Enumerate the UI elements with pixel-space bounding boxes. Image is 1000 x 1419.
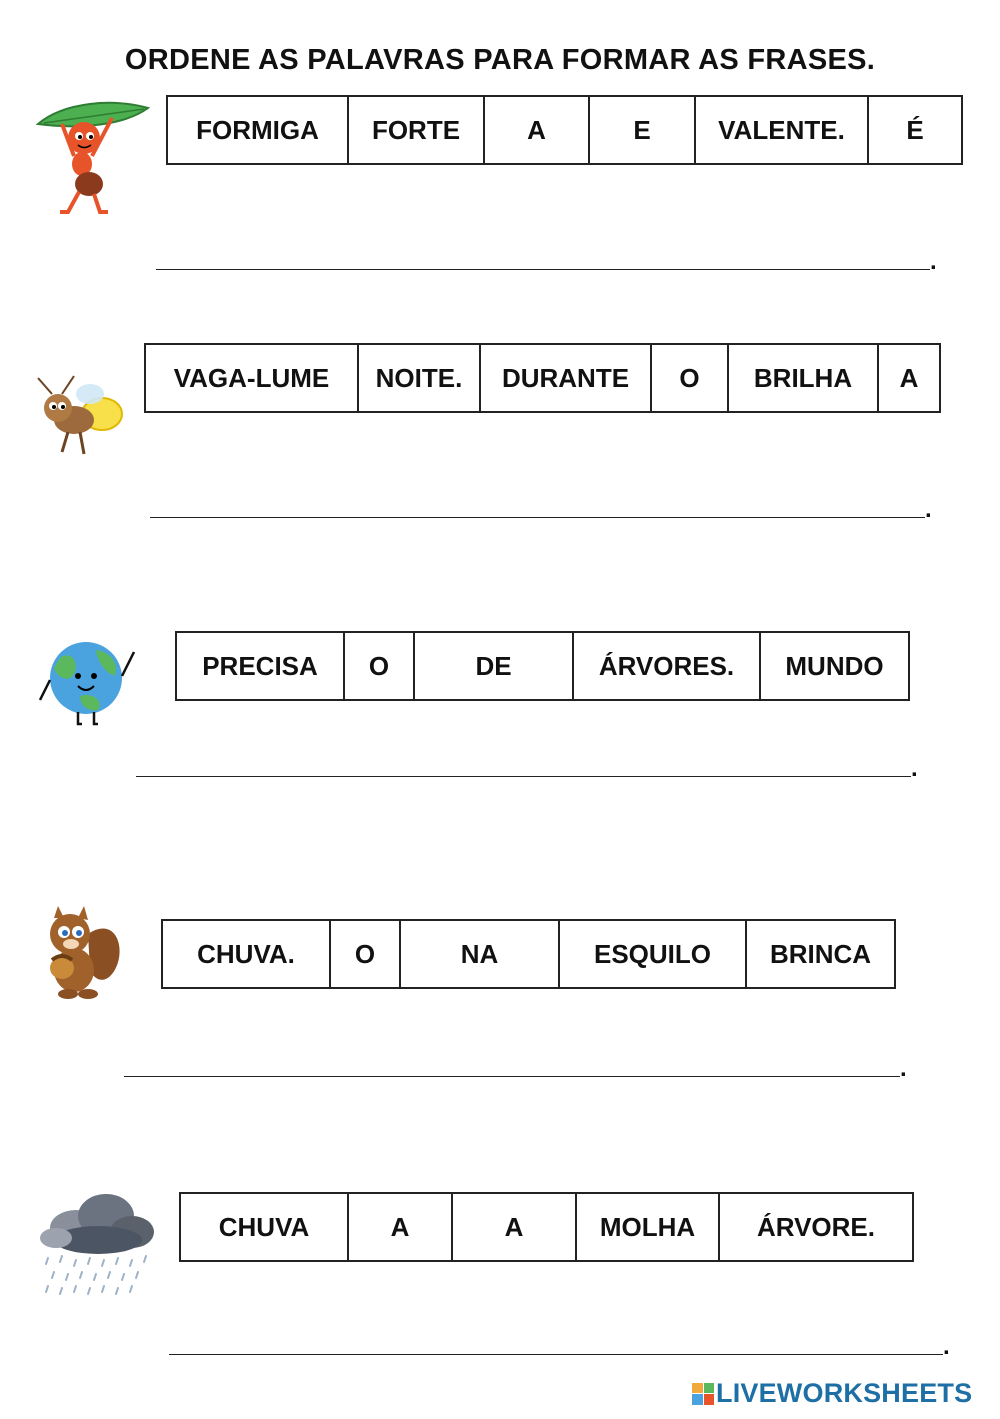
word-tile[interactable]: ÁRVORE. [720, 1194, 912, 1260]
answer-input-5[interactable] [169, 1319, 943, 1355]
brand-name: LIVEWORKSHEETS [716, 1378, 973, 1408]
word-tile[interactable]: FORMIGA [168, 97, 349, 163]
answer-input-3[interactable] [136, 741, 911, 777]
liveworksheets-logo [692, 1378, 972, 1409]
word-tile[interactable]: O [345, 633, 415, 699]
word-tile[interactable]: PRECISA [177, 633, 345, 699]
word-tile[interactable]: BRINCA [747, 921, 894, 987]
answer-input-1[interactable] [156, 234, 930, 270]
earth-icon [36, 636, 140, 728]
end-mark: . [930, 248, 937, 275]
word-tile[interactable]: É [869, 97, 961, 163]
word-tile[interactable]: NA [401, 921, 560, 987]
word-tile[interactable]: E [590, 97, 696, 163]
end-mark: . [925, 496, 932, 523]
word-tile[interactable]: A [485, 97, 590, 163]
word-tile[interactable]: VALENTE. [696, 97, 869, 163]
word-tile[interactable]: ÁRVORES. [574, 633, 761, 699]
rain-cloud-icon [36, 1188, 158, 1298]
word-tile[interactable]: MOLHA [577, 1194, 720, 1260]
page-title: ORDENE AS PALAVRAS PARA FORMAR AS FRASES. [124, 44, 876, 76]
answer-input-2[interactable] [150, 482, 925, 518]
end-mark: . [900, 1055, 907, 1082]
squirrel-icon [28, 904, 126, 1002]
end-mark: . [911, 755, 918, 782]
word-row-3 [175, 631, 910, 701]
answer-input-4[interactable] [124, 1041, 900, 1077]
word-tile[interactable]: A [349, 1194, 453, 1260]
word-row-5 [179, 1192, 914, 1262]
word-tile[interactable]: NOITE. [359, 345, 481, 411]
word-tile[interactable]: MUNDO [761, 633, 908, 699]
word-tile[interactable]: BRILHA [729, 345, 879, 411]
word-row-4 [161, 919, 896, 989]
word-tile[interactable]: DE [415, 633, 574, 699]
word-tile[interactable]: CHUVA [181, 1194, 349, 1260]
end-mark: . [943, 1333, 950, 1360]
word-tile[interactable]: VAGA-LUME [146, 345, 359, 411]
logo-grid-icon [692, 1383, 714, 1405]
word-tile[interactable]: FORTE [349, 97, 485, 163]
word-tile[interactable]: A [879, 345, 939, 411]
word-tile[interactable]: CHUVA. [163, 921, 331, 987]
word-tile[interactable]: ESQUILO [560, 921, 747, 987]
word-row-1 [166, 95, 963, 165]
word-row-2 [144, 343, 941, 413]
word-tile[interactable]: DURANTE [481, 345, 652, 411]
firefly-icon [30, 372, 126, 458]
word-tile[interactable]: O [652, 345, 729, 411]
word-tile[interactable]: A [453, 1194, 577, 1260]
ant-icon [34, 96, 150, 216]
word-tile[interactable]: O [331, 921, 401, 987]
